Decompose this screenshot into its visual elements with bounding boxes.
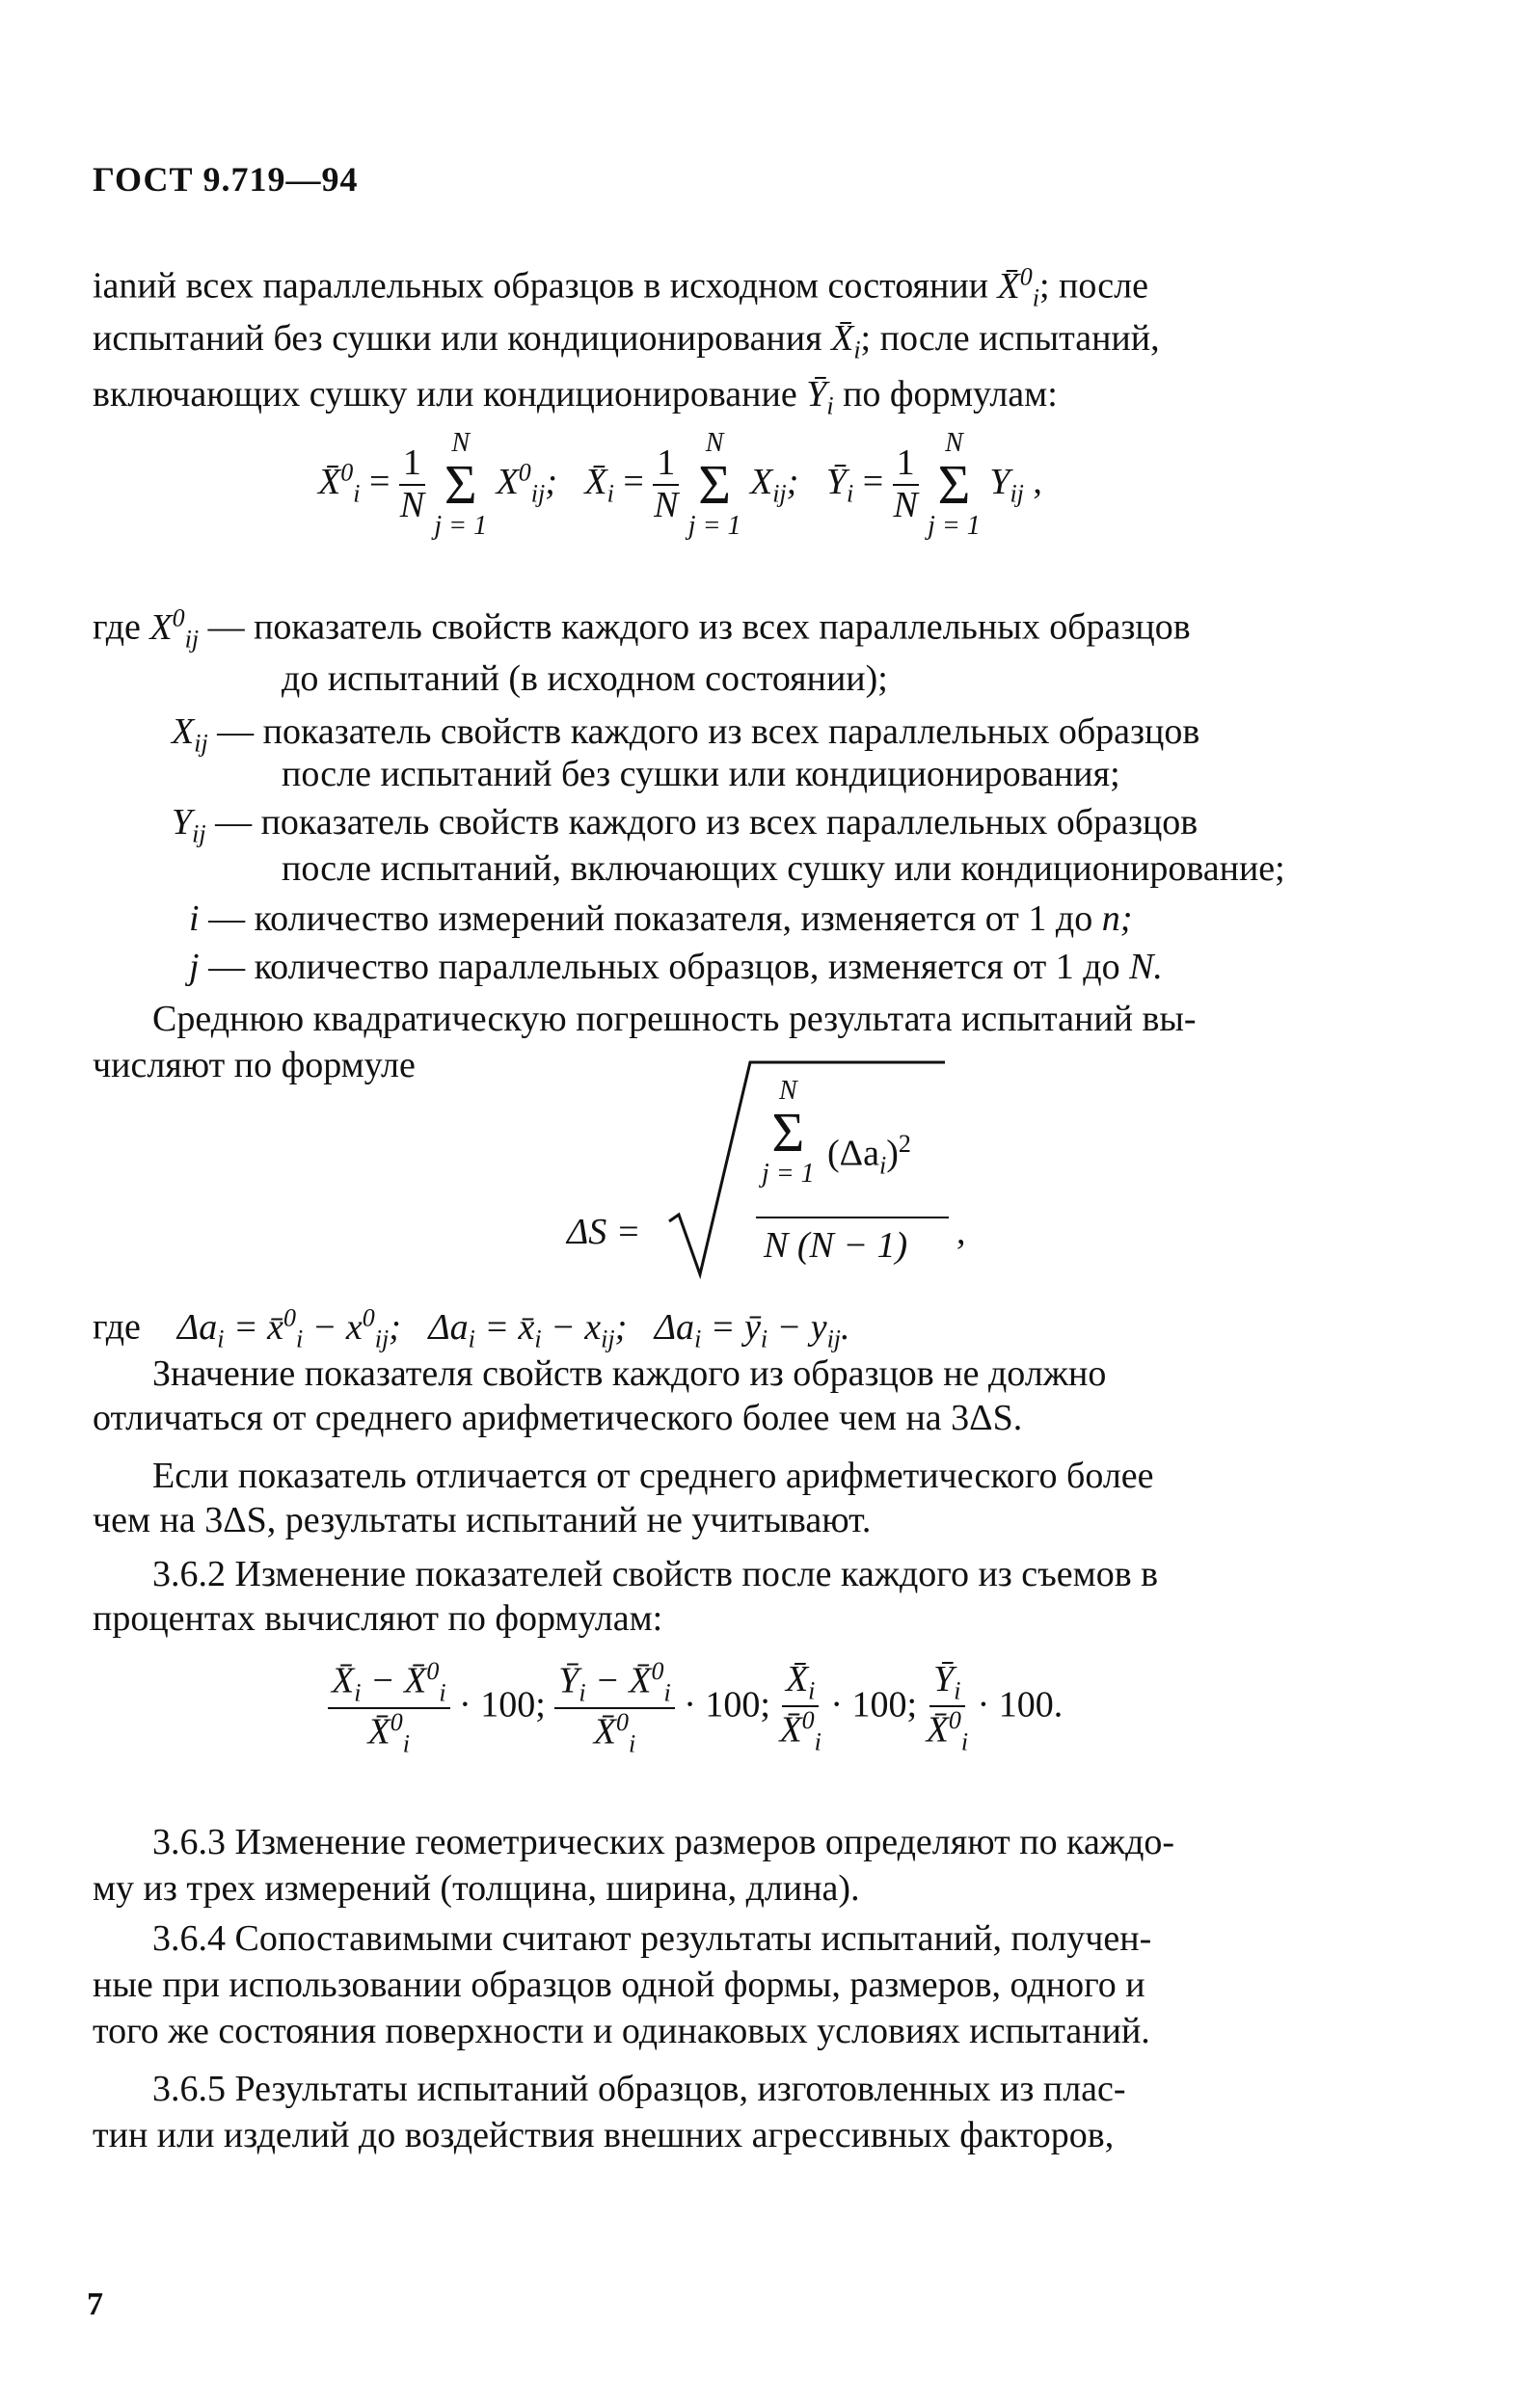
text-line: чем на 3ΔS, результаты испытаний не учитывают. bbox=[93, 1500, 872, 1540]
text-line: тин или изделий до воздействия внешних агрессивных факторов, bbox=[93, 2115, 1115, 2155]
formula-rms-sum: N Σ j = 1 bbox=[762, 1076, 815, 1189]
fraction-bar bbox=[756, 1217, 949, 1218]
page-number: 7 bbox=[87, 2287, 103, 2322]
formula-percent: $\frac{X̄_i - X̄^0_i}{X̄^0_i}$ · 100; $\frac{Ȳ_i - X̄^0_i}{X̄^0_i}$ · 100; $\frac{X̄_i}{X̄^0_i}$ · 100; $\frac{Ȳ_i}{X̄^0_i}$ · 100. bbox=[328, 1658, 1063, 1758]
text-line: Среднюю квадратическую погрешность результата испытаний вы- bbox=[152, 999, 1197, 1039]
text-line: Значение показателя свойств каждого из образцов не должно bbox=[152, 1353, 1107, 1394]
text-line: 3.6.3 Изменение геометрических размеров определяют по каждо- bbox=[152, 1822, 1175, 1862]
definition-continuation: до испытаний (в исходном состоянии); bbox=[282, 658, 888, 699]
text-line: ianий всех параллельных образцов в исходном состоянии X̄$^0_i$; после bbox=[93, 262, 1148, 312]
text-line: включающих сушку или кондиционирование $Ȳ_i$ по формулам: bbox=[93, 374, 1058, 420]
text-line: Если показатель отличается от среднего арифметического более bbox=[152, 1456, 1154, 1496]
formula-deltas: где $\Delta a_i$ = x̄$^0_i$ − $x^0_{ij}$; $\Delta a_i$ = $x̄_i - x_{ij}$; $\Delta a_i$ = $ȳ_i - y_{ij}$. bbox=[93, 1303, 850, 1353]
formula-rms-denominator: N (N − 1) bbox=[764, 1225, 908, 1266]
text-line: испытаний без сушки или кондиционирования $X̄_i$; после испытаний, bbox=[93, 318, 1160, 364]
definition-item: где $X^0_{ij}$ — показатель свойств каждого из всех параллельных образцов bbox=[93, 603, 1191, 654]
text-line: 3.6.4 Сопоставимыми считают результаты испытаний, получен- bbox=[152, 1918, 1152, 1959]
definition-continuation: после испытаний, включающих сушку или кондиционирование; bbox=[282, 848, 1285, 889]
text-line: процентах вычисляют по формулам: bbox=[93, 1598, 663, 1639]
definition-item: j — количество параллельных образцов, изменяется от 1 до N. bbox=[189, 947, 1163, 987]
formula-rms-trail: , bbox=[956, 1212, 966, 1252]
document-code: ГОСТ 9.719—94 bbox=[93, 160, 359, 199]
text-line: 3.6.5 Результаты испытаний образцов, изготовленных из плас- bbox=[152, 2069, 1126, 2109]
definition-item: $X_{ij}$ — показатель свойств каждого из всех параллельных образцов bbox=[172, 711, 1200, 758]
symbol-x-bar-zero: X̄$^0_i$ bbox=[997, 262, 1039, 312]
formula-rms-numerator: $(\Delta a_i)^2$ bbox=[827, 1130, 911, 1180]
formula-means: X̄$^0_i$ = $\frac{1}{N}$ N Σ j = 1 $X^0_{ij}$; $X̄_i$ = $\frac{1}{N}$ N Σ j = 1 $X_{ij}$; $Ȳ_i$ = $\frac{1}{N}$ N Σ j = 1 $Y_{ij}$ , bbox=[318, 428, 1042, 541]
text-line: числяют по формуле bbox=[93, 1045, 416, 1085]
text-line: ные при использовании образцов одной формы, размеров, одного и bbox=[93, 1965, 1145, 2005]
text-line: отличаться от среднего арифметического более чем на 3ΔS. bbox=[93, 1398, 1023, 1438]
text-line: му из трех измерений (толщина, ширина, длина). bbox=[93, 1868, 860, 1909]
formula-rms-lhs: ΔS = bbox=[567, 1212, 641, 1252]
definition-item: i — количество измерений показателя, изменяется от 1 до n; bbox=[189, 898, 1133, 939]
text-line: того же состояния поверхности и одинаковых условиях испытаний. bbox=[93, 2011, 1150, 2051]
definition-item: $Y_{ij}$ — показатель свойств каждого из всех параллельных образцов bbox=[172, 802, 1198, 848]
text-line: 3.6.2 Изменение показателей свойств после каждого из съемов в bbox=[152, 1554, 1159, 1594]
definition-continuation: после испытаний без сушки или кондиционирования; bbox=[282, 754, 1120, 794]
